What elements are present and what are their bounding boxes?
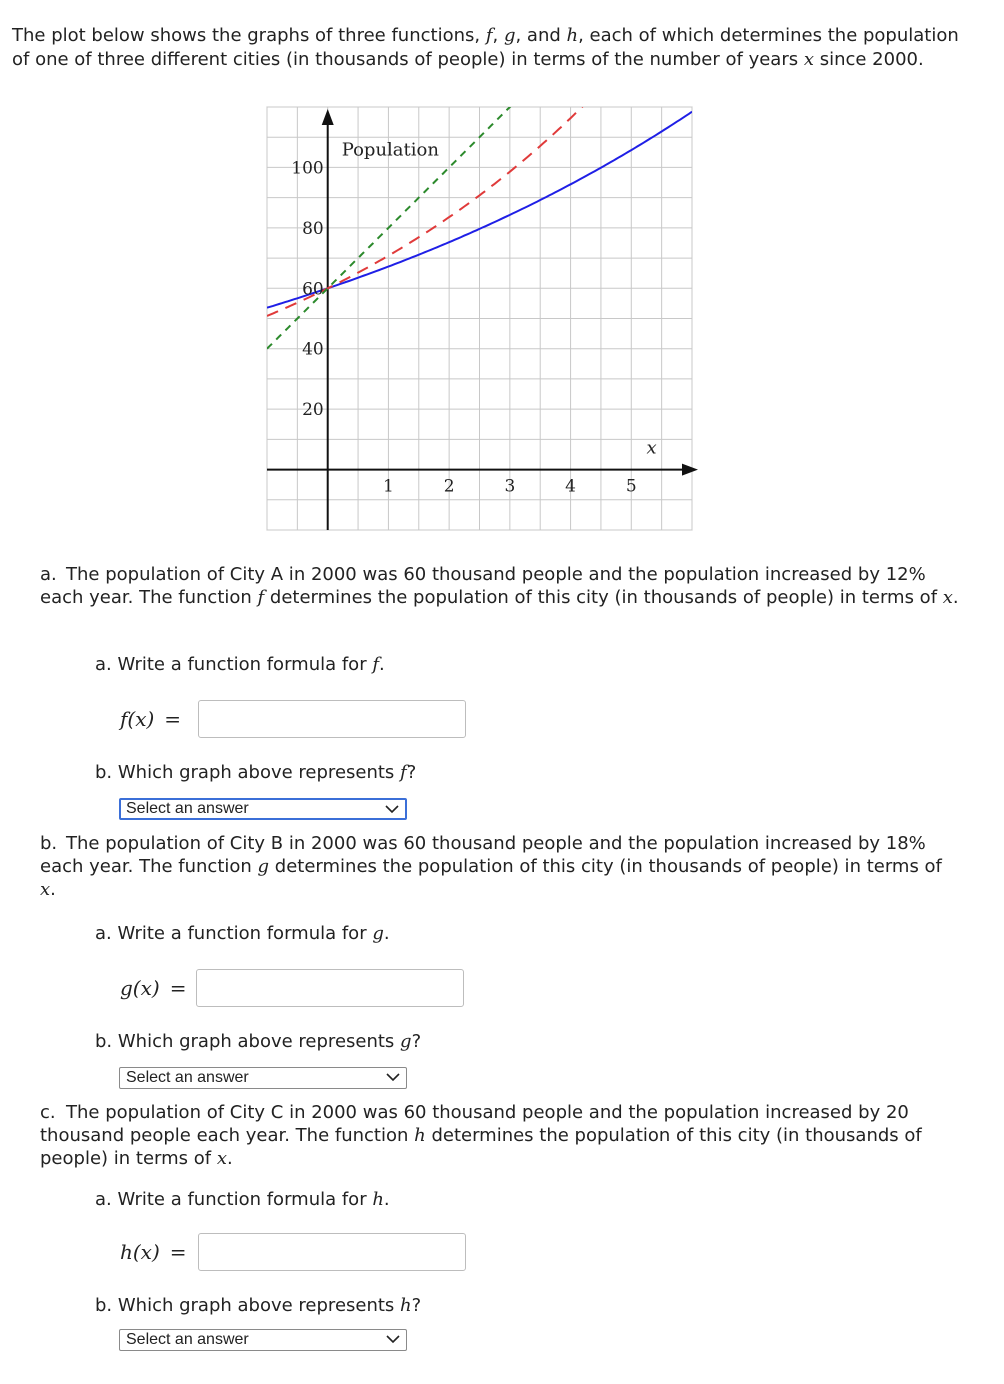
chevron-down-icon <box>386 1072 400 1082</box>
y-tick-label: 80 <box>302 218 324 239</box>
part-c-question-graph: b. Which graph above represents h? <box>95 1295 422 1316</box>
part-c-prompt: c. The population of City C in 2000 was 60 thousand people and the population increased by 20 thousand people each year. The function h determines the population of this city (in thousands of people) in terms of x. <box>40 1102 922 1169</box>
h-graph-select[interactable]: Select an answer <box>119 1329 407 1351</box>
x-tick-label: 5 <box>625 476 637 497</box>
y-axis-label: Population <box>341 139 439 161</box>
intro-paragraph: The plot below shows the graphs of three functions, f, g, and h, each of which determines the population of one of three different cities (in thousands of people) in terms of the number of years x since 2000. <box>12 25 959 70</box>
x-tick-label: 3 <box>504 476 516 497</box>
x-axis-label: x <box>646 437 657 459</box>
part-a-prompt: a. The population of City A in 2000 was 60 thousand people and the population increased by 12% each year. The function f determines the population of this city (in thousands of people) in terms of x. <box>40 564 959 608</box>
h-formula-input[interactable] <box>198 1233 466 1271</box>
f-graph-select[interactable]: Select an answer <box>119 798 407 820</box>
x-tick-label: 4 <box>565 476 576 497</box>
chart-grid <box>267 107 692 530</box>
part-b-question-formula: a. Write a function formula for g. <box>95 923 390 944</box>
part-b-question-graph: b. Which graph above represents g? <box>95 1031 422 1052</box>
g-graph-select[interactable]: Select an answer <box>119 1067 407 1089</box>
g-formula-input[interactable] <box>196 969 464 1007</box>
h-label: h(x) = <box>120 1240 187 1264</box>
population-chart <box>258 100 708 532</box>
y-tick-label: 100 <box>291 158 324 179</box>
part-a-question-graph: b. Which graph above represents f? <box>95 762 417 783</box>
y-tick-label: 40 <box>302 339 324 360</box>
y-tick-label: 20 <box>302 400 324 421</box>
chevron-down-icon <box>385 804 399 814</box>
x-tick-label: 2 <box>443 476 455 497</box>
part-a-question-formula: a. Write a function formula for f. <box>95 654 385 675</box>
part-b-prompt: b. The population of City B in 2000 was 60 thousand people and the population increased by 18% each year. The function g determines the population of this city (in thousands of people) in terms of x. <box>40 833 942 900</box>
x-tick-label: 1 <box>383 476 394 497</box>
f-formula-input[interactable] <box>198 700 466 738</box>
y-tick-label: 60 <box>302 279 324 300</box>
g-label: g(x) = <box>120 976 187 1000</box>
f-label: f(x) = <box>120 707 182 731</box>
chevron-down-icon <box>386 1334 400 1344</box>
part-c-question-formula: a. Write a function formula for h. <box>95 1189 390 1210</box>
